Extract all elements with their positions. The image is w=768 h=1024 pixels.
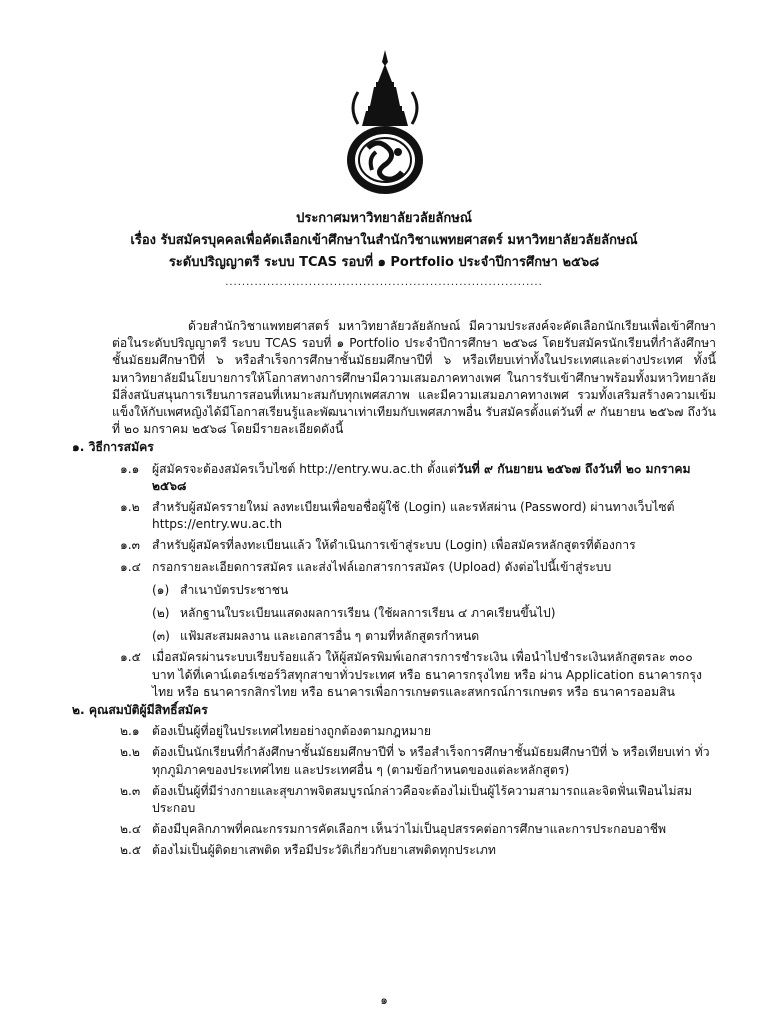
- application-period: วันที่ ๙ กันยายน ๒๕๖๗ ถึงวันที่ ๒๐ มกราคม ๒๕๖๘: [152, 461, 691, 493]
- item-number: ๒.๕: [120, 843, 142, 858]
- item-text: ต้องเป็นผู้ที่มีร่างกายและสุขภาพจิตสมบูรณ์กล่าวคือจะต้องไม่เป็นผู้ไร้ความสามารถและจิตฟั่นเฟือนไม่สมประกอบ: [152, 783, 693, 816]
- item-text: สำหรับผู้สมัครรายใหม่ ลงทะเบียนเพื่อขอชื่อผู้ใช้ (Login) และรหัสผ่าน (Password) ผ่านทางเว็บไซต์ https://entry.wu.ac.th: [152, 500, 675, 532]
- document-list-item: [112, 628, 716, 645]
- item-text: สำหรับผู้สมัครที่ลงทะเบียนแล้ว ให้ดำเนินการเข้าสู่ระบบ (Login) เพื่อสมัครหลักสูตรที่ต้องการ: [152, 538, 636, 553]
- item-number: (๑): [152, 582, 170, 597]
- document-list-item: [112, 605, 716, 622]
- item-text: ต้องเป็นผู้ที่อยู่ในประเทศไทยอย่างถูกต้องตามกฎหมาย: [152, 724, 432, 739]
- item-text: เมื่อสมัครผ่านระบบเรียบร้อยแล้ว ให้ผู้สมัครพิมพ์เอกสารการชำระเงิน เพื่อนำไปชำระเงินหลักสูตรละ ๓๐๐ บาท ได้ที่เคาน์เตอร์เซอร์วิสทุกสาขาทั่วประเทศ หรือ ธนาคารกรุงไทย หรือ ผ่าน Application ธนาคารกรุงไทย หรือ ธนาคารกสิกรไทย หรือ ธนาคารเพื่อการเกษตรและสหกรณ์การเกษตร หรือ ธนาคารออมสิน: [152, 650, 702, 699]
- item-number: ๒.๓: [120, 783, 141, 798]
- item-number: ๑.๓: [120, 538, 140, 553]
- document-body: [72, 318, 716, 860]
- list-item: [112, 783, 716, 817]
- announcement-issuer: ประกาศมหาวิทยาลัยวลัยลักษณ์: [296, 211, 472, 226]
- item-number: ๒.๔: [120, 822, 142, 837]
- item-text: กรอกรายละเอียดการสมัคร และส่งไฟล์เอกสารการสมัคร (Upload) ดังต่อไปนี้เข้าสู่ระบบ: [152, 559, 612, 574]
- list-item: [112, 461, 716, 495]
- document-list-item: [112, 582, 716, 599]
- item-number: ๑.๒: [120, 500, 140, 515]
- announcement-program: ระดับปริญญาตรี ระบบ TCAS รอบที่ ๑ Portfolio ประจำปีการศึกษา ๒๕๖๘: [168, 255, 600, 270]
- list-item: [112, 649, 716, 701]
- item-text: ต้องเป็นนักเรียนที่กำลังศึกษาชั้นมัธยมศึกษาปีที่ ๖ หรือสำเร็จการศึกษาชั้นมัธยมศึกษาปีที่ ๖ หรือเทียบเท่า ทั่วทุกภูมิภาคของประเทศไทย และประเทศอื่น ๆ (ตามข้อกำหนดของแต่ละหลักสูตร): [152, 745, 710, 777]
- item-text: หลักฐานใบระเบียนแสดงผลการเรียน (ใช้ผลการเรียน ๔ ภาคเรียนขึ้นไป): [180, 606, 556, 621]
- announcement-subject: เรื่อง รับสมัครบุคคลเพื่อคัดเลือกเข้าศึกษาในสำนักวิชาแพทยศาสตร์ มหาวิทยาลัยวลัยลักษณ์: [130, 233, 638, 248]
- list-item: [112, 744, 716, 778]
- separator-dots: ............................................................................: [225, 277, 543, 288]
- item-text: ผู้สมัครจะต้องสมัครเว็บไซต์ http://entry.wu.ac.th ตั้งแต่: [152, 461, 457, 476]
- item-number: ๑.๑: [120, 461, 140, 476]
- item-number: ๒.๑: [120, 724, 140, 739]
- list-item: [112, 559, 716, 576]
- section-title-qualifications: ๒. คุณสมบัติผู้มีสิทธิ์สมัคร: [72, 703, 208, 718]
- list-item: [112, 499, 716, 533]
- section-title-application: ๑. วิธีการสมัคร: [72, 440, 154, 455]
- item-text: สำเนาบัตรประชาชน: [180, 582, 289, 597]
- item-number: ๑.๔: [120, 559, 141, 574]
- item-number: ๑.๕: [120, 650, 141, 665]
- item-number: (๓): [152, 629, 170, 644]
- item-number: ๒.๒: [120, 745, 140, 760]
- item-text: แฟ้มสะสมผลงาน และเอกสารอื่น ๆ ตามที่หลักสูตรกำหนด: [180, 629, 480, 644]
- list-item: [112, 537, 716, 554]
- intro-text: ด้วยสำนักวิชาแพทยศาสตร์ มหาวิทยาลัยวลัยลักษณ์ มีความประสงค์จะคัดเลือกนักเรียนเพื่อเข้าศึกษาต่อในระดับปริญญาตรี ระบบ TCAS รอบที่ ๑ Portfolio ประจำปีการศึกษา ๒๕๖๘ โดยรับสมัครนักเรียนที่กำลังศึกษาชั้นมัธยมศึกษาปีที่ ๖ หรือสำเร็จการศึกษาชั้นมัธยมศึกษาปีที่ ๖ หรือเทียบเท่าทั้งในประเทศและต่างประเทศ ทั้งนี้ มหาวิทยาลัยมีนโยบายการให้โอกาสทางการศึกษามีความเสมอภาคทางเพศ ในการรับเข้าศึกษาพร้อมทั้งมหาวิทยาลัยมีสิ่งสนับสนุนการเรียนการสอนที่เหมาะสมกับทุกเพศสภาพ และมีความเสมอภาคทางเพศ รวมทั้งเสริมสร้างความเข้มแข็งให้กับเพศหญิงได้มีโอกาสเรียนรู้และพัฒนาเท่าเทียมกับเพศสภาพอื่น รับสมัครตั้งแต่วันที่ ๙ กันยายน ๒๕๖๗ ถึงวันที่ ๒๐ มกราคม ๒๕๖๘ โดยมีรายละเอียดดังนี้: [112, 319, 716, 437]
- announcement-header: [40, 208, 728, 290]
- item-text: ต้องไม่เป็นผู้ติดยาเสพติด หรือมีประวัติเกี่ยวกับยาเสพติดทุกประเภท: [152, 843, 496, 858]
- item-text: ต้องมีบุคลิกภาพที่คณะกรรมการคัดเลือกฯ เห็นว่าไม่เป็นอุปสรรคต่อการศึกษาและการประกอบอาชีพ: [152, 822, 667, 837]
- university-crest-icon: [338, 48, 432, 198]
- item-number: (๒): [152, 606, 170, 621]
- list-item: [112, 723, 716, 740]
- list-item: [112, 842, 716, 859]
- intro-paragraph: [112, 318, 716, 438]
- page-number: ๑: [380, 993, 388, 1007]
- list-item: [112, 821, 716, 838]
